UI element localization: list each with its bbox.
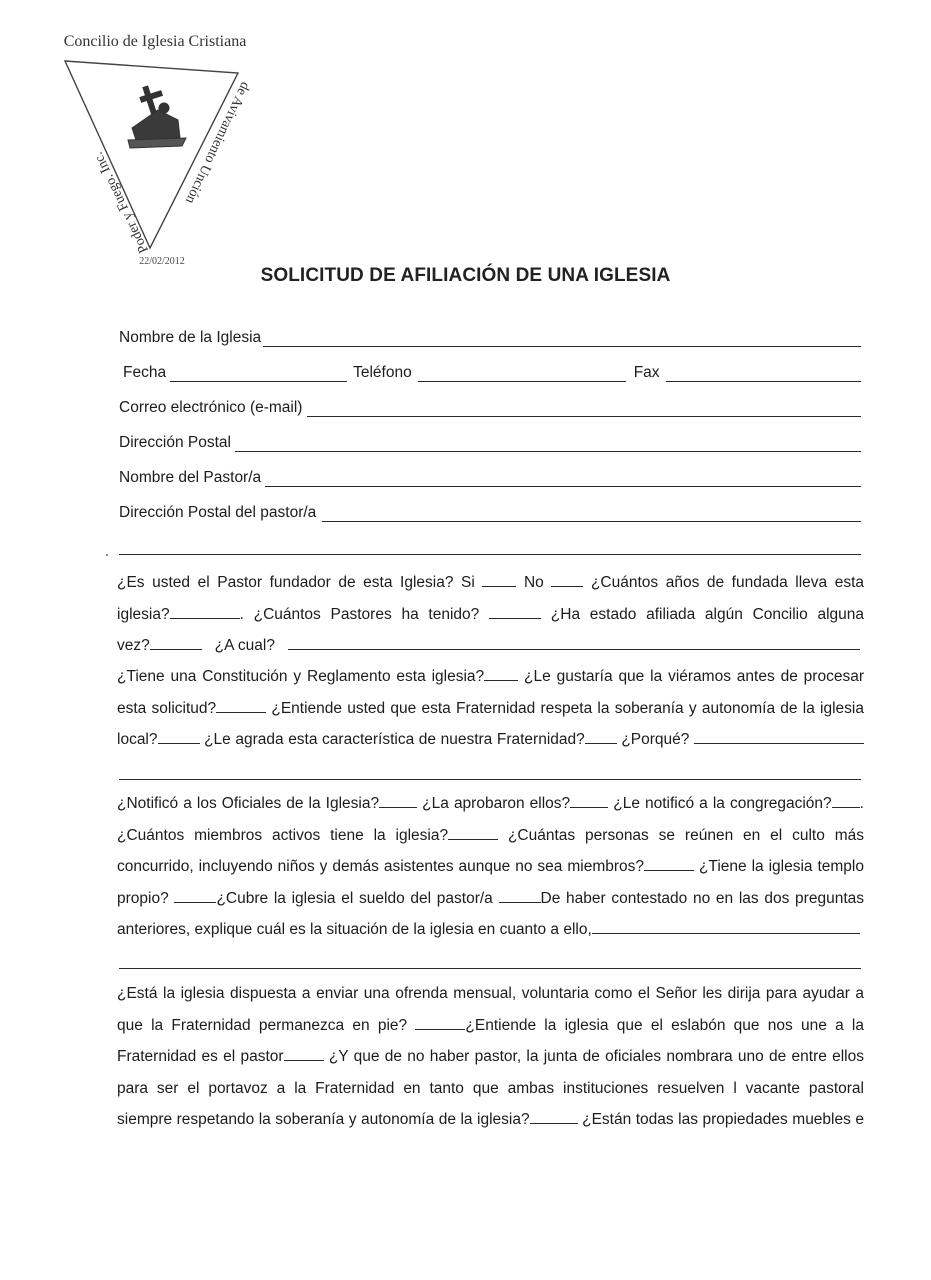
email-row <box>119 395 861 417</box>
pastor-name-row <box>119 465 861 487</box>
pastor-address-continuation-line[interactable] <box>119 554 861 555</box>
spokesperson-text: para ser el portavoz a la Fraternidad en tanto que ambas instituciones resuelven l vacante pastoral <box>117 1079 864 1097</box>
pastors-count-question-text: . ¿Cuántos Pastores ha tenido? <box>239 605 480 623</box>
fax-label: Fax <box>633 364 660 381</box>
sovereignty-blank[interactable] <box>158 729 200 744</box>
approved-blank[interactable] <box>570 793 608 808</box>
founder-question-text: ¿Es usted el Pastor fundador de esta Iglesia? Si <box>117 574 475 591</box>
explain-situation-continuation-line[interactable] <box>119 968 861 969</box>
officials-questions-paragraph <box>117 788 864 946</box>
previous-council-blank[interactable] <box>150 635 202 650</box>
founder-no-text: No <box>523 574 544 591</box>
review-blank[interactable] <box>216 698 266 713</box>
church-name-row <box>119 325 861 347</box>
church-name-field[interactable] <box>263 330 861 347</box>
attendance-question-text: ¿Cuántas personas se reúnen en el culto más <box>507 826 865 844</box>
own-temple-tail-text: propio? <box>117 889 169 907</box>
congregation-period: . <box>859 795 864 812</box>
congregation-question-text: ¿Le notificó a la congregación? <box>613 795 832 812</box>
founder-yes-blank[interactable] <box>482 572 516 587</box>
active-members-question-text: ¿Cuántos miembros activos tiene la iglesia? <box>117 826 449 844</box>
email-field[interactable] <box>307 400 861 417</box>
cross-figure-icon <box>128 86 186 148</box>
svg-text:de Avivamiento Unción: de Avivamiento Unción <box>182 79 253 206</box>
why-question-text: ¿Porqué? <box>621 731 690 748</box>
church-name-label: Nombre de la Iglesia <box>119 329 262 346</box>
postal-address-field[interactable] <box>235 435 861 452</box>
properties-question-text: ¿Están todas las propiedades muebles e <box>582 1111 864 1128</box>
constitution-blank[interactable] <box>484 666 518 681</box>
phone-label: Teléfono <box>353 364 412 381</box>
review-tail-text: esta solicitud? <box>117 699 217 717</box>
spokesperson-tail-text: siempre respetando la soberanía y autonomía de la iglesia? <box>117 1111 530 1128</box>
pastor-postal-address-label: Dirección Postal del pastor/a <box>119 504 317 521</box>
seal-date: 22/02/2012 <box>139 256 185 267</box>
sovereignty-tail-text: local? <box>117 731 158 748</box>
why-continuation-line[interactable] <box>119 779 861 780</box>
previous-council-tail-text: vez? <box>117 637 150 654</box>
officials-blank[interactable] <box>379 793 417 808</box>
years-founded-blank[interactable] <box>170 604 240 619</box>
years-founded-question-text: ¿Cuántos años de fundada lleva esta <box>590 574 865 591</box>
review-question-text: ¿Le gustaría que la viéramos antes de procesar <box>524 668 864 685</box>
pastors-count-blank[interactable] <box>489 604 541 619</box>
own-temple-question-text: ¿Tiene la iglesia templo <box>698 858 864 875</box>
council-seal <box>40 28 270 278</box>
previous-council-question-text: ¿Ha estado afiliada algún Concilio alguna <box>550 605 865 623</box>
pastor-link-tail-text: Fraternidad es el pastor <box>117 1048 284 1065</box>
active-members-blank[interactable] <box>448 825 498 840</box>
pastor-link-blank[interactable] <box>284 1046 324 1061</box>
explain-situation-blank[interactable] <box>592 919 860 934</box>
pastor-name-field[interactable] <box>265 470 861 487</box>
pastor-postal-address-field[interactable] <box>322 505 861 522</box>
explain-situation-question-text: De haber contestado no en las dos preguntas <box>540 889 865 907</box>
email-label: Correo electrónico (e-mail) <box>119 399 303 416</box>
explain-situation-tail-text: anteriores, explique cuál es la situación de la iglesia en cuanto a ello, <box>117 921 592 938</box>
own-temple-blank[interactable] <box>174 888 216 903</box>
sovereignty-question-text: ¿Entiende usted que esta Fraternidad respeta la soberanía y autonomía de la iglesia <box>271 699 864 717</box>
spokesperson-blank[interactable] <box>530 1109 578 1124</box>
why-blank[interactable] <box>694 729 864 744</box>
date-phone-fax-row <box>123 360 861 382</box>
monthly-offering-blank[interactable] <box>415 1015 465 1030</box>
pastor-postal-address-row <box>119 500 861 522</box>
characteristic-blank[interactable] <box>585 729 617 744</box>
phone-field[interactable] <box>418 365 626 382</box>
seal-triangle-emblem <box>40 28 270 278</box>
scan-speck <box>106 554 108 556</box>
constitution-question-text: ¿Tiene una Constitución y Reglamento esta iglesia? <box>117 668 485 685</box>
postal-address-row <box>119 430 861 452</box>
which-council-blank[interactable] <box>288 635 860 650</box>
characteristic-question-text: ¿Le agrada esta característica de nuestra Fraternidad? <box>204 731 585 748</box>
congregation-blank[interactable] <box>832 793 860 808</box>
monthly-offering-tail-text: que la Fraternidad permanezca en pie? <box>117 1016 408 1034</box>
postal-address-label: Dirección Postal <box>119 434 231 451</box>
pastor-salary-blank[interactable] <box>499 888 541 903</box>
pastor-name-label: Nombre del Pastor/a <box>119 469 262 486</box>
offering-questions-paragraph <box>117 978 864 1136</box>
date-label: Fecha <box>123 364 167 381</box>
approved-question-text: ¿La aprobaron ellos? <box>422 795 571 812</box>
constitution-questions-paragraph <box>117 661 864 756</box>
years-founded-tail-text: iglesia? <box>117 605 170 623</box>
founder-no-blank[interactable] <box>551 572 583 587</box>
which-council-question-text: ¿A cual? <box>214 637 275 654</box>
date-field[interactable] <box>170 365 347 382</box>
pastor-salary-question-text: ¿Cubre la iglesia el sueldo del pastor/a <box>216 889 493 907</box>
founder-questions-paragraph <box>117 567 864 662</box>
pastor-link-question-text: ¿Entiende la iglesia que el eslabón que nos une a la <box>465 1016 864 1034</box>
seal-organization-name: Concilio de Iglesia Cristiana <box>63 33 247 50</box>
no-pastor-question-text: ¿Y que de no haber pastor, la junta de oficiales nombrara uno de entre ellos <box>328 1048 864 1065</box>
form-title: SOLICITUD DE AFILIACIÓN DE UNA IGLESIA <box>260 265 671 286</box>
attendance-tail-text: concurrido, incluyendo niños y demás asistentes aunque no sea miembros? <box>117 858 645 875</box>
svg-text:Poder y Fuego. Inc.: Poder y Fuego. Inc. <box>90 149 153 256</box>
fax-field[interactable] <box>666 365 861 382</box>
attendance-blank[interactable] <box>644 856 694 871</box>
monthly-offering-question-text: ¿Está la iglesia dispuesta a enviar una ofrenda mensual, voluntaria como el Señor les dirija para ayudar a <box>117 985 864 1002</box>
officials-question-text: ¿Notificó a los Oficiales de la Iglesia? <box>117 795 380 812</box>
